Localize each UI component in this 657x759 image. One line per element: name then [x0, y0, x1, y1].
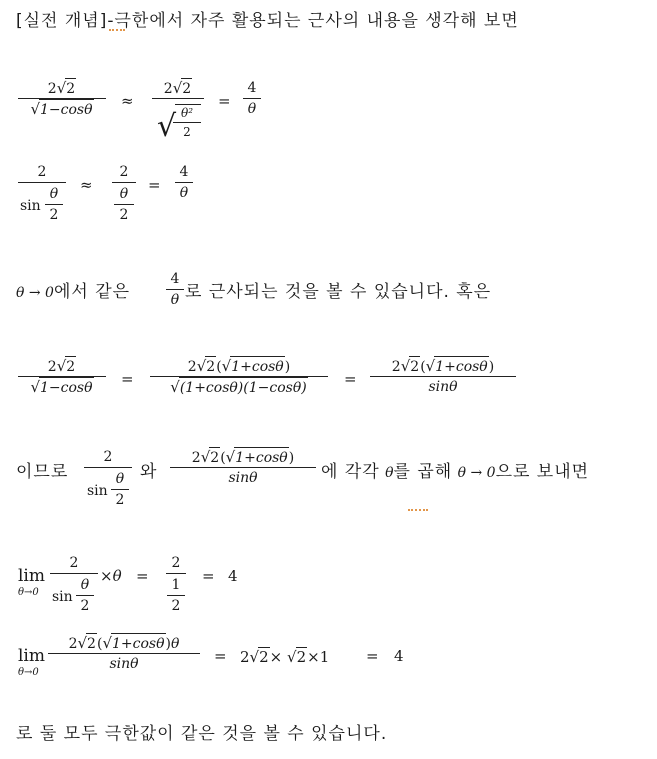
lim1-frac: 2 [50, 553, 98, 574]
approx-sentence-frac: 4 θ [166, 269, 184, 310]
eq3-frac-mid: 2√2(√1+cosθ) √(1+cosθ)(1−cosθ) [150, 356, 328, 398]
eq2-equals: = [148, 176, 161, 194]
intro-text: -극한에서 자주 활용되는 근사의 내용을 생각해 보면 [107, 11, 519, 31]
lim1-sin-arg: θ 2 [76, 575, 94, 616]
since-label: 이므로 [16, 462, 69, 482]
eq2-sin: sin [20, 198, 41, 214]
lim1-value: 4 [228, 567, 238, 585]
eq1-radical: √ [157, 109, 177, 144]
lim1-sin: sin [52, 589, 73, 605]
eq3-frac-left: 2√2 √1−cosθ [18, 356, 106, 398]
eq3-frac-right: 2√2(√1+cosθ) sinθ [370, 356, 516, 397]
lim1-equals-1: = [136, 567, 149, 585]
eq2-mid-den: θ 2 [114, 184, 134, 225]
eq2-frac-left: 2 [18, 162, 66, 183]
lim1-lim: lim [18, 566, 45, 586]
eq1-inner-frac: θ² 2 [173, 104, 201, 141]
lim2-product: 2√2× √2×1 [240, 648, 330, 666]
eq1-approx: ≈ [121, 92, 134, 110]
approx-sentence: θ → 0에서 같은 [16, 282, 131, 302]
concept-tag: [실전 개념] [16, 11, 108, 31]
eq2-approx: ≈ [80, 176, 93, 194]
lim1-result-frac: 2 [166, 553, 186, 574]
lim1-result-den: 1 2 [167, 575, 185, 616]
approx-sentence-tail: 로 근사되는 것을 볼 수 있습니다. 혹은 [185, 282, 492, 302]
lim2-sub: θ→0 [18, 667, 39, 678]
eq1-equals: = [218, 92, 231, 110]
eq1-frac-right: 4 θ [243, 78, 261, 119]
eq2-frac-right: 4 θ [175, 162, 193, 203]
since-sin: sin [87, 483, 108, 499]
since-frac-2: 2√2(√1+cosθ) sinθ [170, 447, 316, 488]
and-label: 와 [140, 462, 158, 482]
eq1-frac-left: 2√2 √1−cosθ [18, 78, 106, 120]
eq3-equals-1: = [121, 370, 134, 388]
conclusion-text: 로 둘 모두 극한값이 같은 것을 볼 수 있습니다. [16, 724, 388, 744]
eq2-sin-arg: θ 2 [45, 184, 63, 225]
lim1-equals-2: = [202, 567, 215, 585]
spelling-underline-2 [408, 509, 428, 511]
since-sin-arg: θ 2 [111, 469, 129, 510]
eq1-frac-mid: 2√2 [152, 78, 204, 99]
lim1-sub: θ→0 [18, 587, 39, 598]
eq2-frac-mid: 2 [112, 162, 136, 183]
multiply-clause: 에 각각 θ를 곱해 θ → 0으로 보내면 [321, 462, 590, 482]
lim2-lim: lim [18, 646, 45, 666]
spelling-underline [109, 29, 125, 31]
lim2-equals-1: = [214, 647, 227, 665]
lim2-frac: 2√2(√1+cosθ)θ sinθ [48, 633, 200, 674]
intro-line [16, 10, 519, 32]
since-frac-1: 2 [84, 447, 132, 468]
lim2-equals-2: = [366, 647, 379, 665]
lim2-value: 4 [394, 647, 404, 665]
lim1-times: ×θ [100, 567, 122, 585]
eq3-equals-2: = [344, 370, 357, 388]
